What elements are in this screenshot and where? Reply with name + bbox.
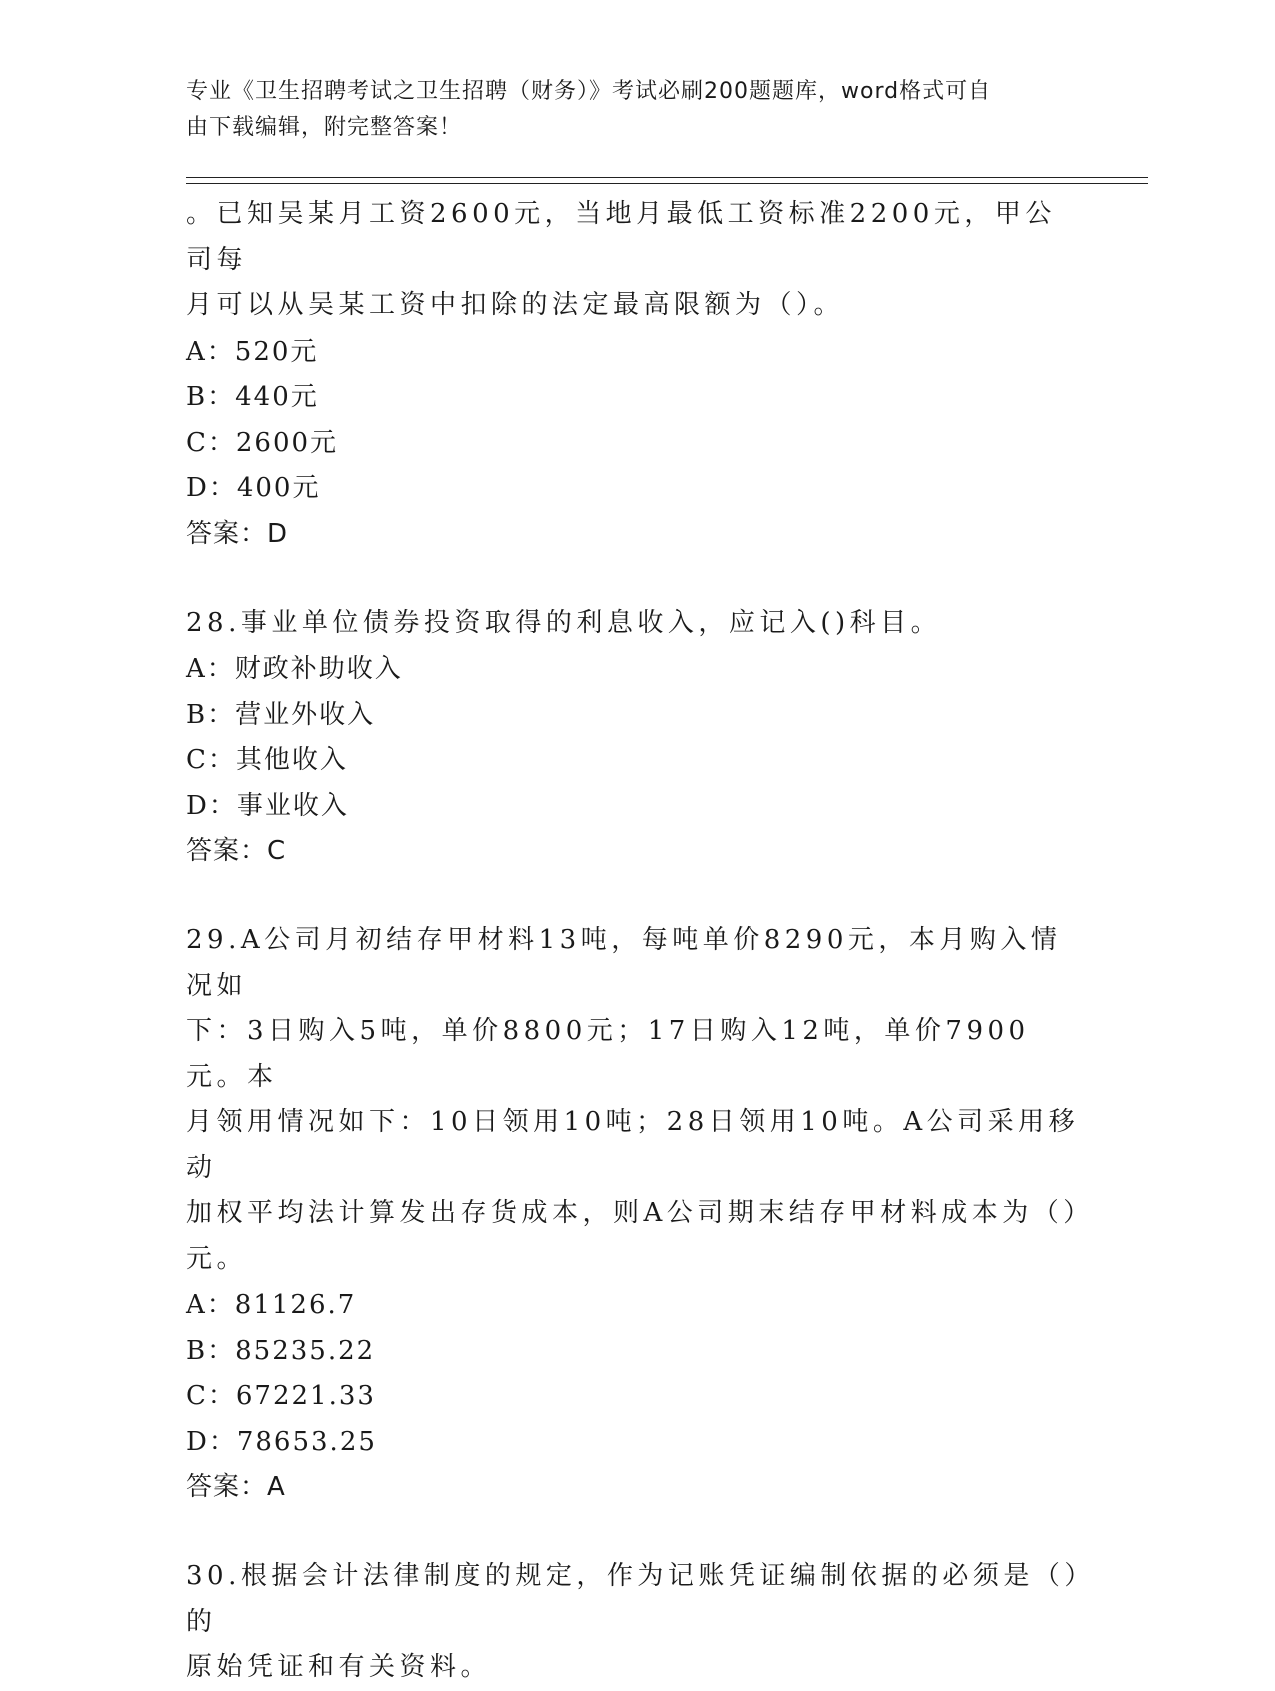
header-divider-top (186, 177, 1148, 178)
question-text-line: 原始凭证和有关资料。 (186, 1652, 492, 1682)
question-text-line: 30.根据会计法律制度的规定，作为记账凭证编制依据的必须是（）的 (186, 1561, 1082, 1637)
question-text (186, 601, 1086, 647)
question-text-line: 月领用情况如下：10日领用10吨；28日领用10吨。A公司采用移动 (186, 1107, 1080, 1183)
question-text-line: 元。 (186, 1243, 248, 1274)
question-text (186, 1554, 1086, 1691)
question-text-line: 28.事业单位债券投资取得的利息收入，应记入()科目。 (186, 607, 942, 638)
question-list (186, 192, 1094, 1691)
option-a: A：81126.7 (186, 1290, 357, 1320)
spacer (186, 874, 1086, 918)
page-header (186, 74, 1066, 146)
question-30 (186, 1554, 1086, 1691)
option-a: A：财政补助收入 (186, 654, 403, 684)
question-text-line: 加权平均法计算发出存货成本，则A公司期末结存甲材料成本为（） (186, 1198, 1094, 1228)
answer: 答案：C (186, 836, 287, 866)
option-d: D：事业收入 (186, 790, 349, 821)
question-text-line: 月可以从吴某工资中扣除的法定最高限额为（）。 (186, 290, 845, 320)
option-a: A：520元 (186, 336, 319, 367)
question-29 (186, 918, 1094, 1510)
question-27 (186, 192, 1086, 557)
header-title-line-2: 由下载编辑，附完整答案！ (186, 115, 463, 140)
answer: 答案：D (186, 518, 289, 549)
header-divider-bottom (186, 183, 1148, 184)
spacer (186, 557, 1086, 601)
question-text-line: 29.A公司月初结存甲材料13吨，每吨单价8290元，本月购入情况如 (186, 925, 1062, 1001)
spacer (186, 1510, 1086, 1554)
option-c: C：2600元 (186, 427, 339, 458)
option-d: D：78653.25 (186, 1426, 377, 1457)
header-title-line-1: 专业《卫生招聘考试之卫生招聘（财务）》考试必刷200题题库，word格式可自 (186, 79, 992, 104)
answer: 答案：A (186, 1472, 286, 1502)
question-text (186, 192, 1086, 329)
question-28 (186, 601, 1086, 875)
option-d: D：400元 (186, 473, 321, 503)
question-text-line: 下：3日购入5吨，单价8800元；17日购入12吨，单价7900元。本 (186, 1016, 1030, 1092)
question-text-line: 。已知吴某月工资2600元，当地月最低工资标准2200元，甲公司每 (186, 199, 1056, 275)
option-b: B：440元 (186, 382, 319, 412)
option-c: C：67221.33 (186, 1381, 376, 1411)
question-text (186, 918, 1094, 1282)
option-list (186, 647, 1086, 829)
option-b: B：85235.22 (186, 1335, 376, 1366)
option-list (186, 1283, 1086, 1465)
option-c: C：其他收入 (186, 745, 348, 775)
option-b: B：营业外收入 (186, 699, 376, 730)
option-list (186, 330, 1086, 512)
